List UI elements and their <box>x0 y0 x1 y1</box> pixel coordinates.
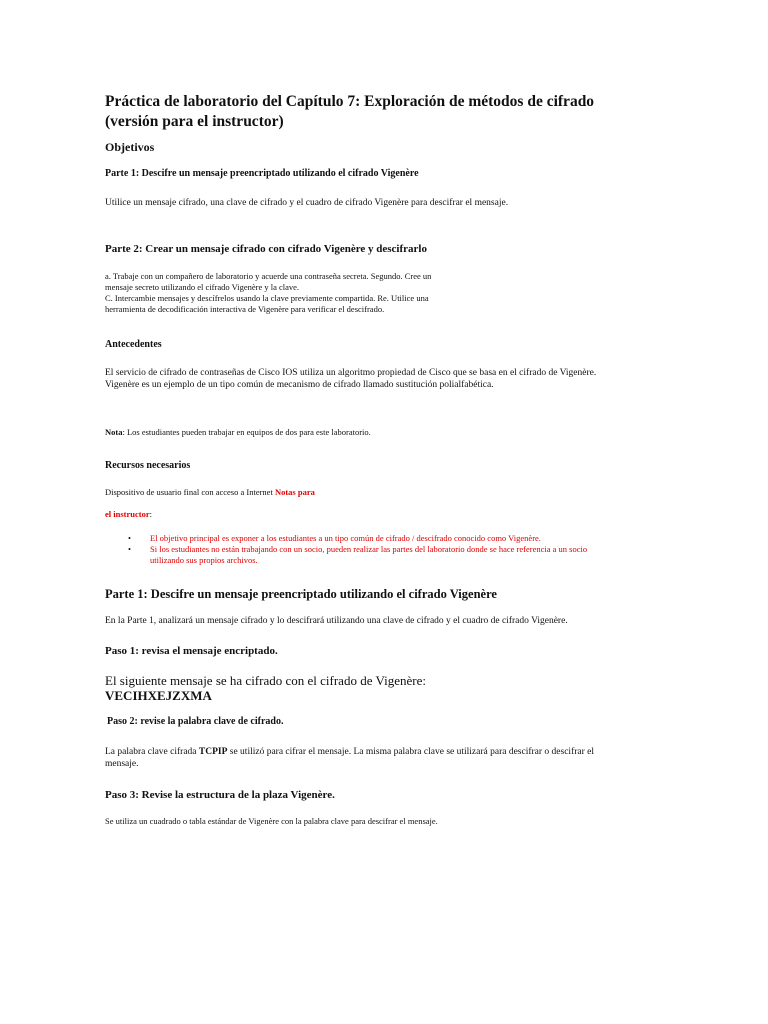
parte2-line: a. Trabaje con un compañero de laboratorio y acuerde una contraseña secreta. Segundo. Cree un <box>105 271 432 281</box>
parte2-heading: Parte 2: Crear un mensaje cifrado con cifrado Vigenère y descifrarlo <box>105 243 427 255</box>
parte1-heading: Parte 1: Descifre un mensaje preencriptado utilizando el cifrado Vigenère <box>105 587 497 601</box>
antecedentes-line: El servicio de cifrado de contraseñas de Cisco IOS utiliza un algoritmo propiedad de Cisco que se basa en el cifrado de Vigenère. <box>105 368 597 378</box>
recursos-heading: Recursos necesarios <box>105 460 191 471</box>
recursos-text-line <box>105 487 315 498</box>
el-instructor-label: el instructor <box>105 509 150 519</box>
antecedentes-heading: Antecedentes <box>105 339 162 350</box>
title-line-1: Práctica de laboratorio del Capítulo 7: Exploración de métodos de cifrado <box>105 93 595 110</box>
antecedentes-line: Vigenère es un ejemplo de un tipo común de mecanismo de cifrado llamado sustitución polialfabética. <box>105 380 494 390</box>
paso2-pre: La palabra clave cifrada <box>105 747 199 757</box>
paso1-heading: Paso 1: revisa el mensaje encriptado. <box>105 645 278 657</box>
nota-paragraph <box>105 427 371 438</box>
paso2-post: se utilizó para cifrar el mensaje. La misma palabra clave se utilizará para descifrar o descifrar el <box>227 747 595 757</box>
paso1-text: El siguiente mensaje se ha cifrado con el cifrado de Vigenère: <box>105 673 426 688</box>
page-title <box>105 92 594 132</box>
parte2-steps <box>105 271 431 315</box>
paso2-heading: Paso 2: revise la palabra clave de cifrado. <box>107 716 284 727</box>
el-instructor-line <box>105 509 152 520</box>
bullet-text: El objetivo principal es exponer a los estudiantes a un tipo común de cifrado / descifrado conocido como Vigenère. <box>150 533 541 543</box>
bullet-text: utilizando sus propios archivos. <box>150 555 258 565</box>
bullet-icon: • <box>128 544 131 554</box>
parte2-line: C. Intercambie mensajes y descífrelos usando la clave previamente compartida. Re. Utilice una <box>105 293 429 303</box>
parte1-objective: Parte 1: Descifre un mensaje preencriptado utilizando el cifrado Vigenère <box>105 168 419 179</box>
paso3-text: Se utiliza un cuadrado o tabla estándar de Vigenère con la palabra clave para descifrar el mensaje. <box>105 816 438 826</box>
list-item <box>128 533 587 544</box>
cipher-text: VECIHXEJZXMA <box>105 688 212 703</box>
instructor-notes-list <box>128 533 587 566</box>
notas-para-label: Notas para <box>274 487 315 497</box>
paso2-paragraph <box>105 746 594 770</box>
objetivos-heading: Objetivos <box>105 140 155 154</box>
nota-label: Nota <box>105 427 123 437</box>
paso3-heading: Paso 3: Revise la estructura de la plaza Vigenère. <box>105 789 335 801</box>
paso2-line-2: mensaje. <box>105 759 139 769</box>
paso2-key: TCPIP <box>198 747 228 757</box>
recursos-text: Dispositivo de usuario final con acceso a Internet <box>105 487 275 497</box>
parte1-desc: En la Parte 1, analizará un mensaje cifrado y lo descifrará utilizando una clave de cifrado y el cuadro de cifrado Vigenère. <box>105 616 568 626</box>
bullet-icon: • <box>128 533 131 543</box>
antecedentes-text <box>105 367 596 391</box>
bullet-text: Si los estudiantes no están trabajando con un socio, pueden realizar las partes del laboratorio donde se hace referencia a un socio <box>150 544 588 554</box>
title-line-2: (versión para el instructor) <box>105 113 284 130</box>
parte2-line: mensaje secreto utilizando el cifrado Vigenère y la clave. <box>105 282 300 292</box>
list-item <box>128 544 587 566</box>
parte1-objective-desc: Utilice un mensaje cifrado, una clave de cifrado y el cuadro de cifrado Vigenère para descifrar el mensaje. <box>105 198 509 208</box>
parte2-line: herramienta de decodificación interactiva de Vigenère para verificar el descifrado. <box>105 304 385 314</box>
colon: : <box>149 509 152 519</box>
nota-text: : Los estudiantes pueden trabajar en equipos de dos para este laboratorio. <box>122 427 371 437</box>
